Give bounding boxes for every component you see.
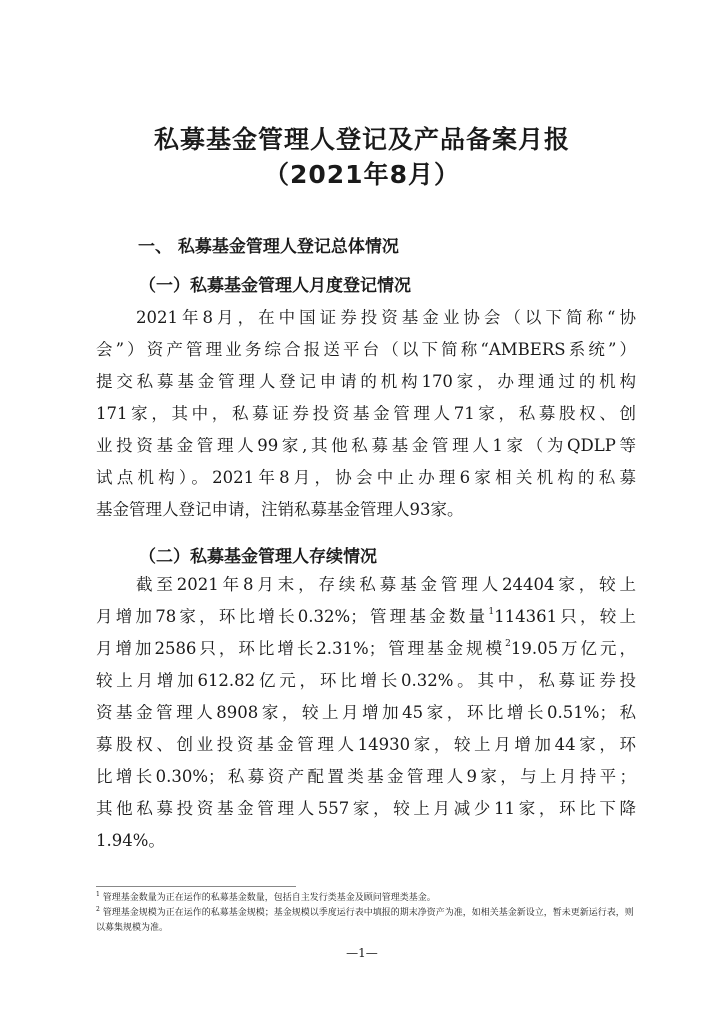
paragraph-line: 提交私募基金管理人登记申请的机构170家，办理通过的机构 <box>96 372 636 391</box>
paragraph-monthly-registration <box>96 302 636 526</box>
line-text: 19.05万亿元， <box>510 639 636 658</box>
page-number: —1— <box>346 946 378 960</box>
footnote-divider <box>96 886 296 887</box>
paragraph-line: 其他私募投资基金管理人557家，较上月减少11家，环比下降 <box>96 799 636 818</box>
line-text: 月增加78家，环比增长0.32%；管理基金数量 <box>96 607 489 626</box>
paragraph-line: 基金管理人登记申请，注销私募基金管理人93家。 <box>96 500 464 519</box>
section-heading-1: 一、 私募基金管理人登记总体情况 <box>138 237 399 257</box>
paragraph-line: 2021年8月，在中国证券投资基金业协会（以下简称“协 <box>136 308 636 327</box>
paragraph-line <box>96 601 636 633</box>
paragraph-line: 较上月增加612.82亿元，环比增长0.32%。其中，私募证券投 <box>96 671 636 690</box>
paragraph-line: 试点机构）。2021年8月，协会中止办理6家相关机构的私募 <box>96 468 636 487</box>
paragraph-existing-managers <box>96 569 636 857</box>
subsection-heading-2: （二）私募基金管理人存续情况 <box>139 547 377 567</box>
footnote-2 <box>96 906 636 936</box>
paragraph-line: 业投资基金管理人99家,其他私募基金管理人1家（为QDLP等 <box>96 436 636 455</box>
report-period: （2021年8月） <box>264 160 460 189</box>
footnote-1 <box>96 891 636 906</box>
paragraph-line <box>96 633 636 665</box>
paragraph-line: 比增长0.30%；私募资产配置类基金管理人9家，与上月持平； <box>96 767 636 786</box>
subsection-heading-1: （一）私募基金管理人月度登记情况 <box>139 276 411 296</box>
paragraph-line: 截至2021年8月末，存续私募基金管理人24404家，较上 <box>136 575 636 594</box>
footnote-mark: 2 <box>96 906 100 913</box>
paragraph-line: 1.94%。 <box>96 831 165 850</box>
footnote-mark: 1 <box>96 891 100 898</box>
footnote-ref-1: 1 <box>488 607 495 617</box>
footnote-ref-2: 2 <box>505 639 511 649</box>
paragraph-line: 会”）资产管理业务综合报送平台（以下简称“AMBERS系统”） <box>96 340 636 359</box>
line-text: 114361只，较上 <box>494 607 636 626</box>
footnote-text: 管理基金规模为正在运作的私募基金规模；基金规模以季度运行表中填报的期末净资产为准，如相关基金新设立，暂未更新运行表，则以募集规模为准。 <box>96 908 634 933</box>
line-text: 月增加2586只，环比增长2.31%；管理基金规模 <box>96 639 506 658</box>
paragraph-line: 募股权、创业投资基金管理人14930家，较上月增加44家，环 <box>96 735 636 754</box>
report-title: 私募基金管理人登记及产品备案月报 <box>153 125 570 154</box>
paragraph-line: 171家，其中，私募证券投资基金管理人71家，私募股权、创 <box>96 404 636 423</box>
footnote-text: 管理基金数量为正在运作的私募基金数量，包括自主发行类基金及顾问管理类基金。 <box>102 893 436 903</box>
paragraph-line: 资基金管理人8908家，较上月增加45家，环比增长0.51%；私 <box>96 703 636 722</box>
